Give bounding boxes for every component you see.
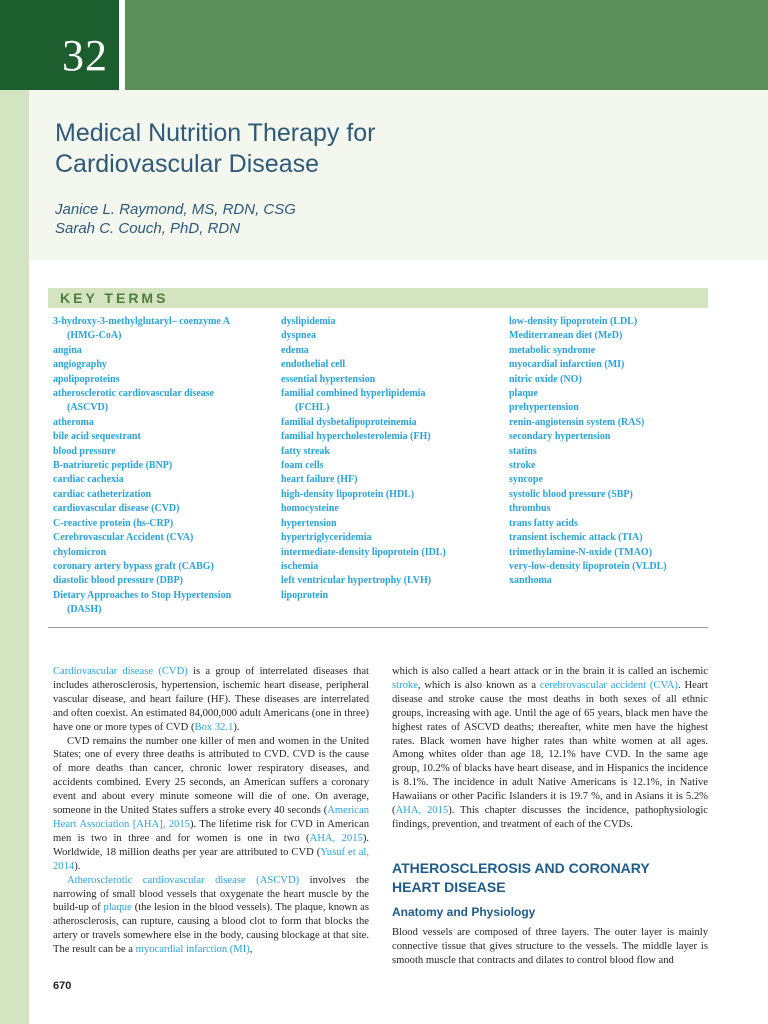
- key-term[interactable]: stroke: [509, 460, 536, 472]
- key-term[interactable]: C-reactive protein (hs-CRP): [53, 517, 174, 529]
- key-term[interactable]: high-density lipoprotein (HDL): [281, 488, 415, 500]
- key-term[interactable]: low-density lipoprotein (LDL): [509, 316, 638, 327]
- paragraph-text: is a group of interrelated diseases that includes atherosclerosis, hypertension, ischemic heart disease, peripheral vascular disease, and heart failure (HF). These diseases are interrelated and often coexist. An estimated 84,000,000 adult Americans (one in three) have one or more types of CVD (: [53, 666, 369, 733]
- paragraph-text: ). The lifetime risk for CVD in American men is two in three and for women is one in two (: [53, 818, 369, 844]
- key-term[interactable]: atherosclerotic cardiovascular disease: [53, 388, 215, 400]
- subsection-heading: Anatomy and Physiology: [392, 905, 536, 919]
- key-term[interactable]: cardiovascular disease (CVD): [53, 503, 180, 515]
- key-term[interactable]: prehypertension: [509, 402, 579, 414]
- body-column-right-lower: [392, 926, 708, 968]
- key-term[interactable]: (ASCVD): [67, 402, 109, 414]
- key-term[interactable]: essential hypertension: [281, 373, 376, 385]
- key-term[interactable]: bile acid sequestrant: [53, 431, 141, 443]
- paragraph-text: . Heart disease and stroke cause the most deaths in both sexes of all ethnic groups, increasing with age. Until the age of 65 years, black men have the highest rates of ASCVD deaths; thereafter, white men have the highest rates. Black women have higher rates than white women at all ages. Among whites older than age 18, 12.1% have CVD. In the same age group, 10.2% of blacks have heart disease, and in Hispanics the incidence is 8.1%. The incidence in adult Native Americans is 12.1%, in Native Hawaiians or other Pacific Islanders it is 19.7 %, and in Asians it is 5.2% (: [392, 679, 708, 817]
- key-term[interactable]: (DASH): [67, 604, 102, 616]
- key-term[interactable]: hypertriglyceridemia: [281, 532, 372, 544]
- key-term[interactable]: statins: [509, 445, 537, 457]
- page-sidebar-stripe: [0, 90, 29, 1024]
- key-term[interactable]: nitric oxide (NO): [509, 373, 582, 385]
- cross-reference-link[interactable]: stroke: [392, 679, 418, 691]
- key-term[interactable]: Mediterranean diet (MeD): [509, 330, 623, 342]
- key-term[interactable]: 3-hydroxy-3-methylglutaryl– coenzyme A: [53, 316, 231, 327]
- key-term[interactable]: (HMG-CoA): [67, 330, 122, 342]
- chapter-title-line: Medical Nutrition Therapy for: [55, 119, 376, 147]
- key-term[interactable]: foam cells: [281, 460, 324, 472]
- key-term[interactable]: hypertension: [281, 517, 337, 529]
- key-term[interactable]: ischemia: [281, 560, 319, 572]
- section-heading-line: ATHEROSCLEROSIS AND CORONARY: [392, 860, 650, 876]
- key-term[interactable]: fatty streak: [281, 445, 330, 457]
- key-term[interactable]: (FCHL): [295, 402, 330, 414]
- body-paragraph: Blood vessels are composed of three layers. The outer layer is mainly connective tissue that gives structure to the vessels. The middle layer is smooth muscle that contracts and dilates to control blood flow and: [392, 927, 708, 966]
- key-term[interactable]: apolipoproteins: [53, 373, 120, 385]
- key-term[interactable]: chylomicron: [53, 546, 107, 558]
- key-term[interactable]: renin-angiotensin system (RAS): [509, 416, 645, 428]
- citation-link[interactable]: AHA, 2015: [309, 832, 363, 844]
- cross-reference-link[interactable]: plaque: [103, 902, 132, 914]
- key-term[interactable]: lipoprotein: [281, 589, 329, 601]
- key-term[interactable]: secondary hypertension: [509, 431, 611, 443]
- paragraph-text: which is also called a heart attack or in the brain it is called an ischemic: [392, 666, 708, 677]
- key-term[interactable]: Cerebrovascular Accident (CVA): [53, 532, 194, 544]
- citation-link[interactable]: American Heart Association [AHA], 2015: [53, 805, 369, 830]
- paragraph-text: (the lesion in the blood vessels). The plaque, known as atherosclerosis, can rupture, causing a blood clot to form that blocks the artery or travels somewhere else in the body, causing blockage at that site. The result can be a: [53, 902, 369, 956]
- key-term[interactable]: B-natriuretic peptide (BNP): [53, 460, 173, 472]
- key-term[interactable]: left ventricular hypertrophy (LVH): [281, 575, 432, 587]
- key-term[interactable]: dyspnea: [281, 330, 317, 342]
- key-term[interactable]: homocysteine: [281, 503, 339, 515]
- chapter-title: [55, 118, 655, 180]
- section-heading: [392, 859, 712, 897]
- paragraph-text: involves the narrowing of small blood vessels that oxygenate the heart muscle by the build-up of: [53, 874, 369, 914]
- key-terms-column-2: [281, 315, 506, 603]
- author-name: Sarah C. Couch, PhD, RDN: [55, 220, 241, 237]
- key-term[interactable]: diastolic blood pressure (DBP): [53, 575, 183, 587]
- key-term[interactable]: familial combined hyperlipidemia: [281, 388, 426, 400]
- paragraph-text: ).: [233, 721, 240, 733]
- key-term[interactable]: metabolic syndrome: [509, 344, 596, 356]
- key-term[interactable]: Dietary Approaches to Stop Hypertension: [53, 589, 232, 601]
- cross-reference-link[interactable]: cerebrovascular accident (CVA): [539, 679, 678, 691]
- key-term[interactable]: familial dysbetalipoproteinemia: [281, 416, 417, 428]
- key-term[interactable]: trimethylamine-N-oxide (TMAO): [509, 546, 653, 558]
- key-term[interactable]: xanthoma: [509, 575, 552, 587]
- key-term[interactable]: plaque: [509, 388, 538, 400]
- citation-link[interactable]: Yusuf et al, 2014: [53, 846, 369, 872]
- section-heading-line: HEART DISEASE: [392, 879, 506, 895]
- author-list: [55, 200, 296, 238]
- author-name: Janice L. Raymond, MS, RDN, CSG: [55, 201, 296, 218]
- key-terms-column-1: [53, 315, 278, 618]
- body-column-left: [53, 665, 369, 957]
- header-band: [125, 0, 768, 90]
- key-term[interactable]: atheroma: [53, 416, 94, 428]
- page-number: 670: [53, 980, 72, 992]
- cross-reference-link[interactable]: Atherosclerotic cardiovascular disease (ASCVD): [67, 874, 300, 886]
- key-term[interactable]: angina: [53, 344, 82, 356]
- cross-reference-link[interactable]: Box 32.1: [194, 721, 234, 733]
- paragraph-text: ). This chapter discusses the incidence, pathophysiologic findings, prevention, and treatment of each of the CVDs.: [392, 805, 709, 830]
- key-term[interactable]: dyslipidemia: [281, 316, 336, 327]
- key-term[interactable]: familial hypercholesterolemia (FH): [281, 431, 431, 443]
- paragraph-text: , which is also known as a: [417, 679, 540, 691]
- key-term[interactable]: edema: [281, 344, 309, 356]
- key-term[interactable]: transient ischemic attack (TIA): [509, 532, 643, 544]
- key-term[interactable]: trans fatty acids: [509, 517, 578, 529]
- cross-reference-link[interactable]: Cardiovascular disease (CVD): [53, 666, 188, 677]
- key-term[interactable]: systolic blood pressure (SBP): [509, 488, 633, 500]
- key-terms-column-3: [509, 315, 734, 589]
- key-term[interactable]: angiography: [53, 359, 107, 371]
- body-paragraph: [53, 665, 369, 735]
- paragraph-text: CVD remains the number one killer of men and women in the United States; one of every three deaths is attributed to CVD. CVD is the cause of more deaths than cancer, chronic lower respiratory diseases, and accidents combined. Every 25 seconds, an American suffers a coronary event and about every minute someone will die of one. On average, someone in the United States suffers a stroke every 40 seconds (: [53, 735, 369, 817]
- key-terms-heading: KEY TERMS: [60, 290, 169, 306]
- body-paragraph: [53, 874, 369, 957]
- key-term[interactable]: myocardial infarction (MI): [509, 359, 625, 371]
- key-term[interactable]: coronary artery bypass graft (CABG): [53, 560, 214, 572]
- key-term[interactable]: heart failure (HF): [281, 474, 358, 486]
- body-paragraph: [53, 735, 369, 874]
- key-term[interactable]: cardiac cachexia: [53, 474, 124, 486]
- key-term[interactable]: intermediate-density lipoprotein (IDL): [281, 546, 446, 558]
- paragraph-text: ).: [74, 860, 81, 872]
- key-term[interactable]: endothelial cell: [281, 359, 346, 371]
- key-terms-divider: [48, 627, 708, 628]
- key-term[interactable]: blood pressure: [53, 445, 116, 457]
- body-column-right: [392, 665, 708, 832]
- paragraph-text: ). Worldwide, 18 million deaths per year are attributed to CVD (: [53, 832, 369, 858]
- citation-link[interactable]: AHA, 2015: [395, 805, 449, 817]
- key-term[interactable]: thrombus: [509, 503, 551, 515]
- chapter-number: 32: [62, 31, 108, 80]
- paragraph-text: ,: [249, 944, 253, 956]
- body-paragraph: [392, 665, 708, 832]
- key-term[interactable]: syncope: [509, 474, 543, 486]
- cross-reference-link[interactable]: myocardial infarction (MI): [135, 944, 250, 956]
- chapter-title-line: Cardiovascular Disease: [55, 150, 320, 178]
- key-term[interactable]: cardiac catheterization: [53, 488, 152, 500]
- key-term[interactable]: very-low-density lipoprotein (VLDL): [509, 560, 667, 572]
